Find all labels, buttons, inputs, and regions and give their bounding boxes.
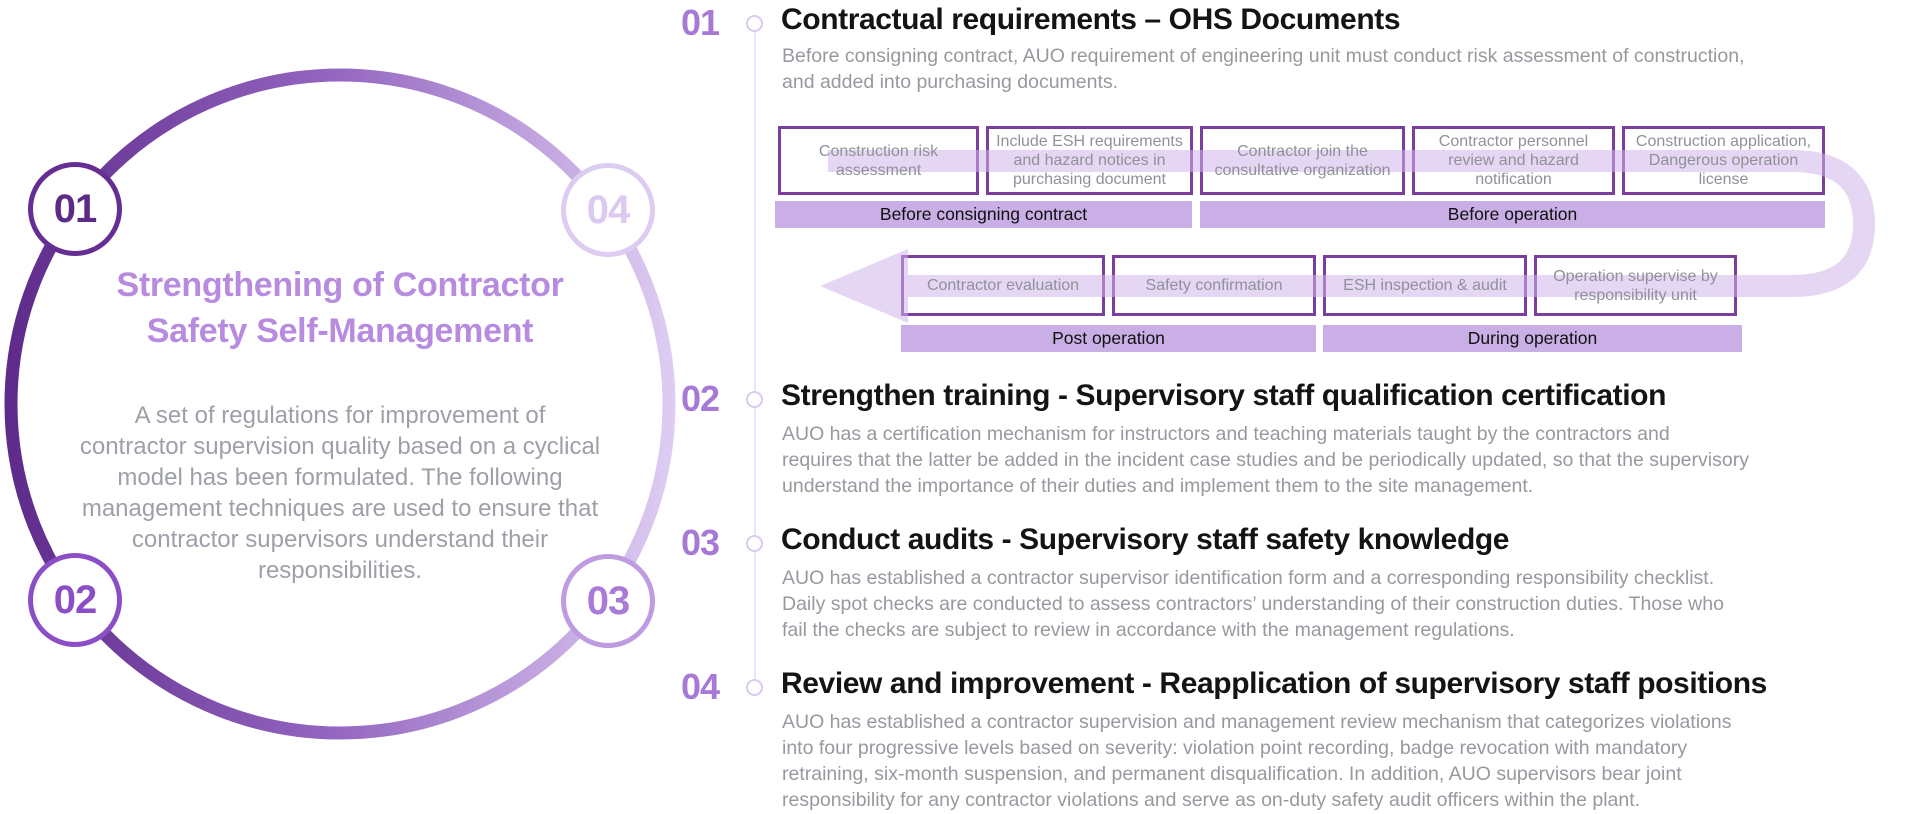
flow-box-consultative-organization — [1200, 126, 1405, 195]
section-03-body — [782, 565, 1724, 643]
flow-box-label: Operation supervise by responsibility unit — [1553, 267, 1718, 304]
section-body-line: responsibility for any contractor violations and serve as on-duty safety audit officers within the plant. — [782, 789, 1641, 811]
section-01-body — [782, 43, 1745, 95]
cycle-badge-01: 01 — [28, 162, 122, 256]
cycle-badge-03: 03 — [561, 554, 655, 648]
section-04-title: Review and improvement - Reapplication of supervisory staff positions — [781, 667, 1767, 700]
section-02-number: 02 — [681, 378, 720, 419]
cycle-title-line: Safety Self-Management — [146, 312, 534, 350]
section-body-line: AUO has a certification mechanism for instructors and teaching materials taught by the contractors and — [782, 423, 1670, 445]
flow-box-label: Safety confirmation — [1145, 277, 1283, 294]
section-04-body — [782, 709, 1731, 813]
section-body-line: requires that the latter be added in the incident case studies and be periodically updated, so that the supervisory — [782, 449, 1749, 471]
section-01-title: Contractual requirements – OHS Documents — [781, 3, 1401, 36]
cycle-desc-line: responsibilities. — [257, 557, 423, 584]
section-body-line: fail the checks are subject to review in accordance with the management regulations. — [782, 619, 1515, 641]
section-body-line: retraining, six-month suspension, and permanent disqualification. In addition, AUO supervisors bear joint — [782, 763, 1682, 785]
phase-bar-during-operation — [1323, 325, 1742, 352]
phase-bar-label: During operation — [1467, 328, 1598, 348]
section-01-number: 01 — [681, 2, 720, 43]
section-01-marker-icon — [746, 15, 763, 32]
flow-box-personnel-review — [1412, 126, 1615, 195]
section-02-body — [782, 421, 1749, 499]
flow-arrowhead-icon — [820, 249, 908, 323]
flow-box-construction-risk — [778, 126, 979, 195]
phase-bar-before-operation — [1200, 201, 1825, 228]
flow-box-label: Include ESH requirements and hazard notices in purchasing document — [996, 133, 1183, 188]
flow-box-label: Contractor join the consultative organization — [1214, 142, 1391, 179]
phase-bar-label: Before operation — [1447, 204, 1578, 224]
cycle-desc-line: model has been formulated. The following — [117, 464, 563, 491]
flow-box-safety-confirmation — [1112, 255, 1316, 316]
section-02-marker-icon — [746, 391, 763, 408]
section-body-line: understand the importance of their duties and implement them to the site management. — [782, 475, 1534, 497]
cycle-desc-line: contractor supervisors understand their — [131, 526, 549, 553]
section-03-number: 03 — [681, 522, 720, 563]
section-02-title: Strengthen training - Supervisory staff qualification certification — [781, 379, 1666, 412]
section-03-marker-icon — [746, 535, 763, 552]
flow-box-label: Contractor personnel review and hazard notification — [1438, 133, 1589, 188]
section-body-line: into four progressive levels based on severity: violation point recording, badge revocation with mandatory — [782, 737, 1688, 759]
flow-box-label: Contractor evaluation — [926, 277, 1080, 294]
section-04-marker-icon — [746, 679, 763, 696]
flow-box-label: Construction risk assessment — [818, 142, 939, 179]
flow-box-label: Construction application, Dangerous operation license — [1635, 133, 1812, 188]
phase-bar-label: Post operation — [1052, 328, 1165, 348]
section-04-number: 04 — [681, 666, 720, 707]
section-body-line: Daily spot checks are conducted to assess contractors’ understanding of their construction duties. Those who — [782, 593, 1724, 615]
section-body-line: AUO has established a contractor supervision and management review mechanism that categorizes violations — [782, 711, 1732, 733]
section-body-line: and added into purchasing documents. — [782, 71, 1119, 93]
cycle-desc-line: contractor supervision quality based on a cyclical — [79, 433, 601, 460]
section-03-title: Conduct audits - Supervisory staff safety knowledge — [781, 523, 1510, 556]
flow-box-label: ESH inspection & audit — [1343, 277, 1507, 294]
cycle-title-line: Strengthening of Contractor — [116, 266, 564, 304]
flow-box-operation-supervise — [1534, 255, 1737, 316]
section-body-line: AUO has established a contractor supervisor identification form and a corresponding responsibility checklist. — [782, 567, 1715, 589]
cycle-desc-line: management techniques are used to ensure that — [81, 495, 599, 522]
phase-bar-label: Before consigning contract — [879, 204, 1088, 224]
phase-bar-post-operation — [901, 325, 1316, 352]
cycle-description — [50, 400, 630, 586]
section-body-line: Before consigning contract, AUO requirement of engineering unit must conduct risk assessment of construction, — [782, 45, 1745, 67]
flow-box-esh-requirements — [986, 126, 1193, 195]
cycle-title — [40, 262, 640, 354]
cycle-badge-04: 04 — [561, 163, 655, 257]
cycle-desc-line: A set of regulations for improvement of — [134, 402, 546, 429]
phase-bar-before-consigning — [775, 201, 1192, 228]
flow-box-contractor-evaluation — [901, 255, 1105, 316]
flow-box-esh-inspection — [1323, 255, 1527, 316]
timeline-connector-line — [754, 28, 756, 688]
cycle-badge-02: 02 — [28, 553, 122, 647]
flow-box-construction-application — [1622, 126, 1825, 195]
